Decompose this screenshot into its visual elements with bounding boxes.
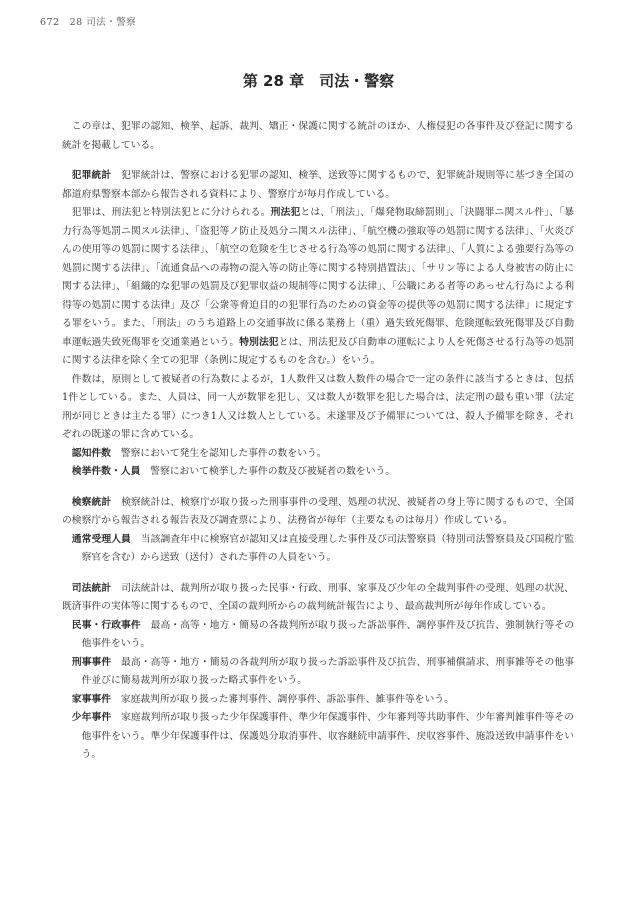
definition-text: 最高・高等・地方・簡易の各裁判所が取り扱った訴訟事件、調停事件及び抗告、強制執行等その他事件をいう。	[81, 619, 575, 649]
definition-text: 家庭裁判所が取り扱った審判事件、調停事件、訴訟事件、雑事件等をいう。	[120, 693, 454, 705]
penal-code-offense-term: 刑法犯	[270, 207, 301, 218]
judicial-stats-paragraph	[62, 580, 574, 617]
chapter-title: 第 28 章 司法・警察	[242, 72, 395, 90]
crime-stats-paragraph	[62, 167, 574, 204]
crime-types-text-b: とは、「刑法」、「爆発物取締罰則」、「決闘罪ニ関スル件」、「暴力行為等処罰ニ関スル法律」、「盗犯等ノ防止及処分ニ関スル法律」、「航空機の強取等の処罰に関する法律」、「火炎びんの使用等の処罰に関する法律」、「航空の危険を生じさせる行為等の処罰に関する法律」、「人質による強要行為等の処罰に関する法律」、「流通食品への毒物の混入等の防止等に関する特別措置法」、「サリン等による人身被害の防止に関する法律」、「組織的な犯罪の処罰及び犯罪収益の規制等に関する法律」、「公職にある者等のあっせん行為による利得等の処罰に関する法律」及び「公衆等脅迫目的の犯罪行為のための資金等の提供等の処罰に関する法律」に規定する罪をいう。また、「刑法」のうち道路上の交通事故に係る業務上（重）過失致死傷罪、危険運転致死傷罪及び自動車運転過失致死傷罪を交通業過という。	[62, 207, 575, 348]
judicial-stats-heading: 司法統計	[71, 582, 112, 594]
judicial-stats-text: 司法統計は、裁判所が取り扱った民事・行政、刑事、家事及び少年の全裁判事件の受理、処理の状況、既済事件の実体等に関するもので、全国の裁判所からの裁判統計報告により、最高裁判所が毎年作成している。	[62, 582, 575, 612]
crime-types-text-a: 犯罪は、刑法犯と特別法犯とに分けられる。	[71, 207, 271, 218]
prosecution-stats-paragraph	[62, 494, 574, 531]
definition-civil-administrative-cases	[62, 617, 574, 654]
definition-term: 少年事件	[71, 712, 112, 723]
definition-cleared-cases	[62, 463, 574, 482]
chapter-body	[62, 118, 574, 765]
definition-term: 通常受理人員	[71, 533, 131, 545]
crime-types-paragraph	[62, 204, 574, 371]
definition-term: 刑事事件	[71, 656, 112, 668]
counting-rules-paragraph: 件数は，原則として被疑者の行為数によるが，1人数件又は数人数件の場合で一定の条件に該当するときは、包括1件としている。また、人員は、同一人が数罪を犯し、又は数人が数罪を犯した場合は、法定刑の最も重い罪（法定刑が同じときは主たる罪）につき1人又は数人としている。未遂罪及び予備罪については、殺人予備罪を除き、それぞれの既遂の罪に含めている。	[62, 373, 574, 440]
definition-term: 検挙件数・人員	[71, 466, 141, 477]
prosecution-stats-heading: 検察統計	[71, 496, 112, 508]
definition-criminal-cases	[62, 654, 574, 691]
definition-term: 認知件数	[71, 447, 111, 459]
intro-paragraph: この章は、犯罪の認知、検挙、起訴、裁判、矯正・保護に関する統計のほか、人権侵犯の各事件及び登記に関する統計を掲載している。	[62, 121, 574, 151]
definition-term: 家事事件	[71, 693, 111, 705]
definition-juvenile-cases	[62, 709, 574, 765]
definition-text: 警察において発生を認知した事件の数をいう。	[120, 447, 327, 459]
crime-types-text-c: とは、刑法犯及び自動車の運転により人を死傷させる行為等の処罰に関する法律を除く全ての犯罪（条例に規定するものを含む。）をいう。	[62, 336, 575, 366]
crime-stats-text: 犯罪統計は、警察における犯罪の認知、検挙、送致等に関するもので、犯罪統計規則等に基づき全国の都道府県警察本部から報告される資料により、警察庁が毎月作成している。	[62, 170, 575, 200]
definition-recognized-cases	[62, 445, 574, 464]
definition-term: 民事・行政事件	[71, 619, 141, 631]
definition-text: 当該調査年中に検察官が認知又は直接受理した事件及び司法警察員（特別司法警察員及び国税庁監察官を含む）から送致（送付）された事件の人員をいう。	[81, 533, 575, 563]
prosecution-stats-text: 検察統計は、検察庁が取り扱った刑事事件の受理、処理の状況、被疑者の身上等に関するもので、全国の検察庁から報告される報告表及び調査票により、法務省が毎年（主要なものは毎月）作成している。	[62, 496, 575, 526]
special-law-offense-term: 特別法犯	[239, 336, 279, 348]
running-head: 672 28 司法・警察	[40, 17, 137, 28]
definition-text: 警察において検挙した事件の数及び被疑者の数をいう。	[150, 466, 396, 477]
definition-received-persons	[62, 531, 574, 568]
definition-text: 最高・高等・地方・簡易の各裁判所が取り扱った訴訟事件及び抗告、刑事補償請求、刑事雑等その他事件並びに簡易裁判所が取り扱った略式事件をいう。	[81, 656, 575, 686]
definition-text: 家庭裁判所が取り扱った少年保護事件、準少年保護事件、少年審判等共助事件、少年審判雑事件等その他事件をいう。準少年保護事件は、保護処分取消事件、収容継続申請事件、戻収容事件、施設送致申請事件をいう。	[81, 712, 575, 760]
definition-family-cases	[62, 691, 574, 710]
crime-stats-heading: 犯罪統計	[71, 170, 112, 181]
